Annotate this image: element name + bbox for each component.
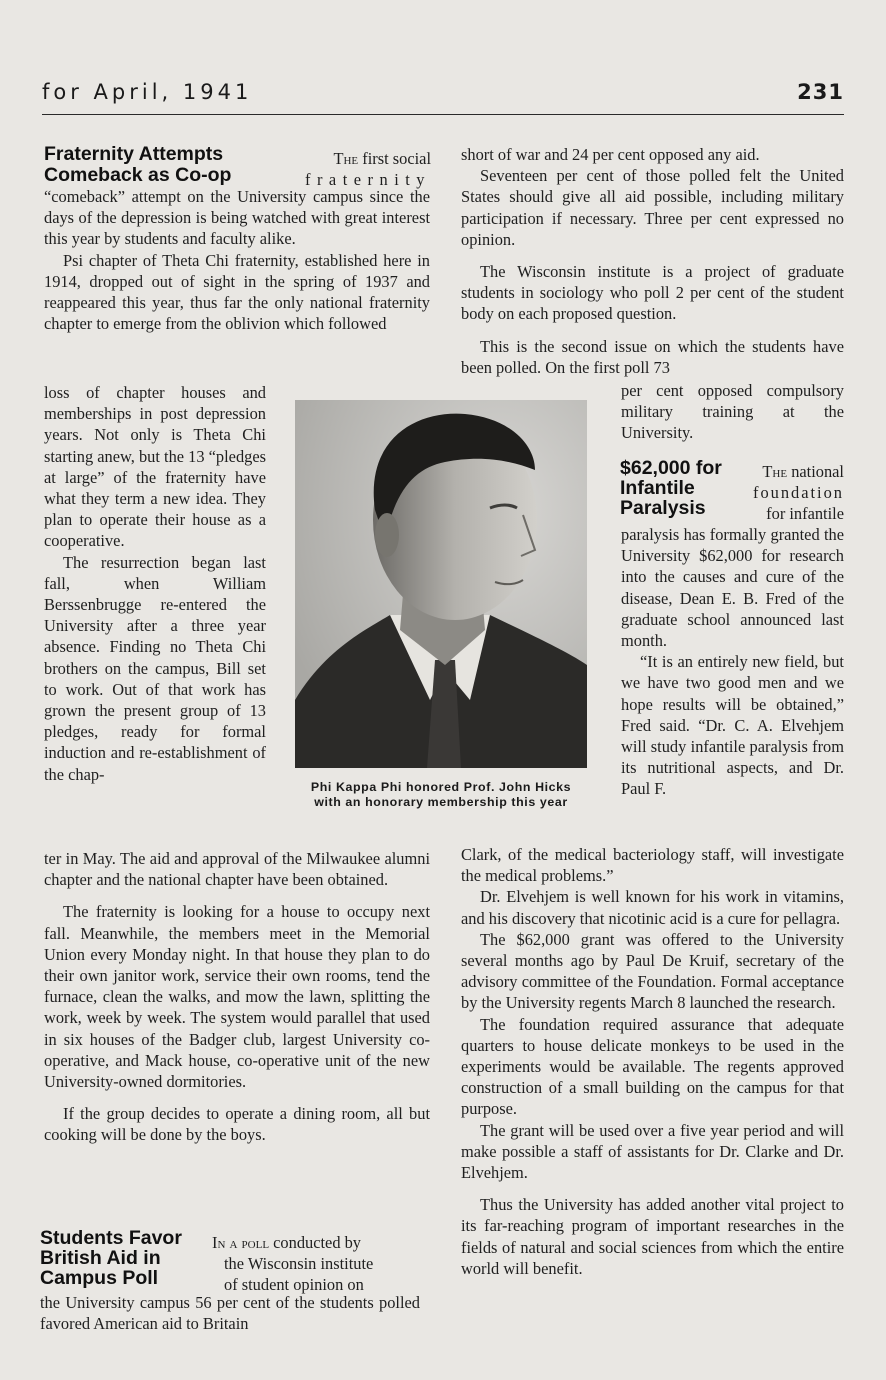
paragraph: the University campus 56 per cent of the students polled favored American aid to Britain (40, 1293, 420, 1334)
headline-line: Campus Poll (40, 1267, 159, 1289)
lead-text: the Wisconsin institute (224, 1254, 374, 1273)
paragraph: “It is an entirely new field, but we have two good men and we hope results will be obtained,” Fred said. “Dr. C. A. Elvehjem will study infantile paralysis from its nutritional aspects, and Dr. Paul F. (621, 652, 844, 799)
lead-word: In a poll (212, 1233, 270, 1252)
headline-line: Students Favor (40, 1227, 182, 1249)
article-poll-headline (40, 1228, 426, 1294)
portrait-photo (295, 400, 587, 768)
lead-text: national (791, 462, 844, 481)
lead-text: conducted by (273, 1233, 361, 1252)
paragraph: ter in May. The aid and approval of the Milwaukee alumni chapter and the national chapter have been obtained. (44, 849, 430, 890)
paragraph: This is the second issue on which the students have been polled. On the first poll 73 (461, 336, 844, 377)
photo-caption: Phi Kappa Phi honored Prof. John Hicks with an honorary membership this year (310, 780, 572, 809)
article-fraternity-body-cont (44, 848, 430, 1146)
lead-text: of student opinion on (224, 1275, 364, 1294)
lead-word: The (333, 149, 359, 168)
paragraph: The $62,000 grant was offered to the University several months ago by Paul De Kruif, secretary of the advisory committee of the Foundation. Formal acceptance by the University regents March 8 launched the research. (461, 929, 844, 1013)
paragraph: per cent opposed compulsory military training at the University. (621, 381, 844, 443)
paragraph: “comeback” attempt on the University campus since the days of the depression is being watched with great interest this year by students and faculty alike. (44, 187, 430, 249)
article-poll-body-right (461, 144, 844, 378)
paragraph: The foundation required assurance that adequate quarters to house delicate monkeys to be used in the experiments would be available. The regents approved construction of a small building on the campus for that purpose. (461, 1014, 844, 1119)
paragraph: Dr. Elvehjem is well known for his work in vitamins, and his discovery that nicotinic acid is a cure for pellagra. (461, 887, 844, 928)
article-poll-body-wrap (621, 380, 844, 444)
portrait-illustration (295, 400, 587, 768)
article-paralysis-wrap (621, 524, 844, 800)
paragraph: Psi chapter of Theta Chi fraternity, established here in 1914, dropped out of sight in the spring of 1937 and reappeared this year, thus far the only national fraternity chapter to emerge from the oblivion which followed (44, 250, 430, 334)
headline-line: Comeback as Co-op (44, 164, 232, 186)
paragraph: The resurrection began last fall, when William Berssenbrugge re-entered the University after a three year absence. Finding no Theta Chi brothers on the campus, Bill set to work. Out of that work has grown the present group of 13 pledges, ready for formal induction and re-establishment of the chap- (44, 552, 266, 784)
issue-date: for April, 1941 (42, 80, 253, 104)
page-header (42, 78, 844, 115)
paragraph: short of war and 24 per cent opposed any aid. (461, 145, 760, 164)
paragraph: Clark, of the medical bacteriology staff, will investigate the medical problems.” (461, 845, 844, 886)
paragraph: The fraternity is looking for a house to occupy next fall. Meanwhile, the members meet in the Memorial Union every Monday night. In that house they plan to do their own janitor work, service their own rooms, tend the furnace, clean the walks, and mow the lawn, splitting the work, week by week. The system would parallel that used in six houses of the Badger club, largest University co-operative, and Mack house, co-operative unit of the new University-owned dormitories. (44, 902, 430, 1092)
lead-text: first social (362, 149, 431, 168)
page-number: 231 (797, 80, 844, 104)
article-paralysis-body (461, 844, 844, 1279)
lead-word: The (762, 462, 788, 481)
article-fraternity-body (44, 186, 430, 334)
paragraph: loss of chapter houses and memberships in post depression years. Not only is Theta Chi starting anew, but the 13 “pledges at large” of the fraternity have what they term a new idea. They plan to operate their house as a cooperative. (44, 383, 266, 551)
article-paralysis-headline (620, 458, 844, 524)
headline-line: Infantile (620, 477, 695, 499)
headline-line: British Aid in (40, 1247, 161, 1269)
article-fraternity-wrap (44, 382, 266, 785)
article-poll-body-left (40, 1292, 420, 1334)
headline-line: Paralysis (620, 497, 706, 519)
lead-text: fraternity (305, 170, 431, 189)
lead-text: for infantile (766, 504, 844, 523)
paragraph: The grant will be used over a five year period and will make possible a staff of assistants for Dr. Clarke and Dr. Elvehjem. (461, 1120, 844, 1183)
headline-line: Fraternity Attempts (44, 143, 224, 165)
paragraph: paralysis has formally granted the University $62,000 for research into the causes and cure of the disease, Dean E. B. Fred of the graduate school announced last month. (621, 525, 844, 651)
paragraph: Seventeen per cent of those polled felt the United States should give all aid possible, including military participation if necessary. Three per cent expressed no opinion. (461, 166, 844, 249)
article-fraternity-headline (44, 144, 430, 188)
lead-text: foundation (752, 483, 844, 502)
paragraph: Thus the University has added another vital project to its far-reaching program of important researches in the fields of natural and social sciences from which the entire world will benefit. (461, 1195, 844, 1278)
paragraph: The Wisconsin institute is a project of graduate students in sociology who poll 2 per cent of the student body on each proposed question. (461, 262, 844, 324)
headline-line: $62,000 for (620, 457, 722, 479)
paragraph: If the group decides to operate a dining room, all but cooking will be done by the boys. (44, 1104, 430, 1145)
